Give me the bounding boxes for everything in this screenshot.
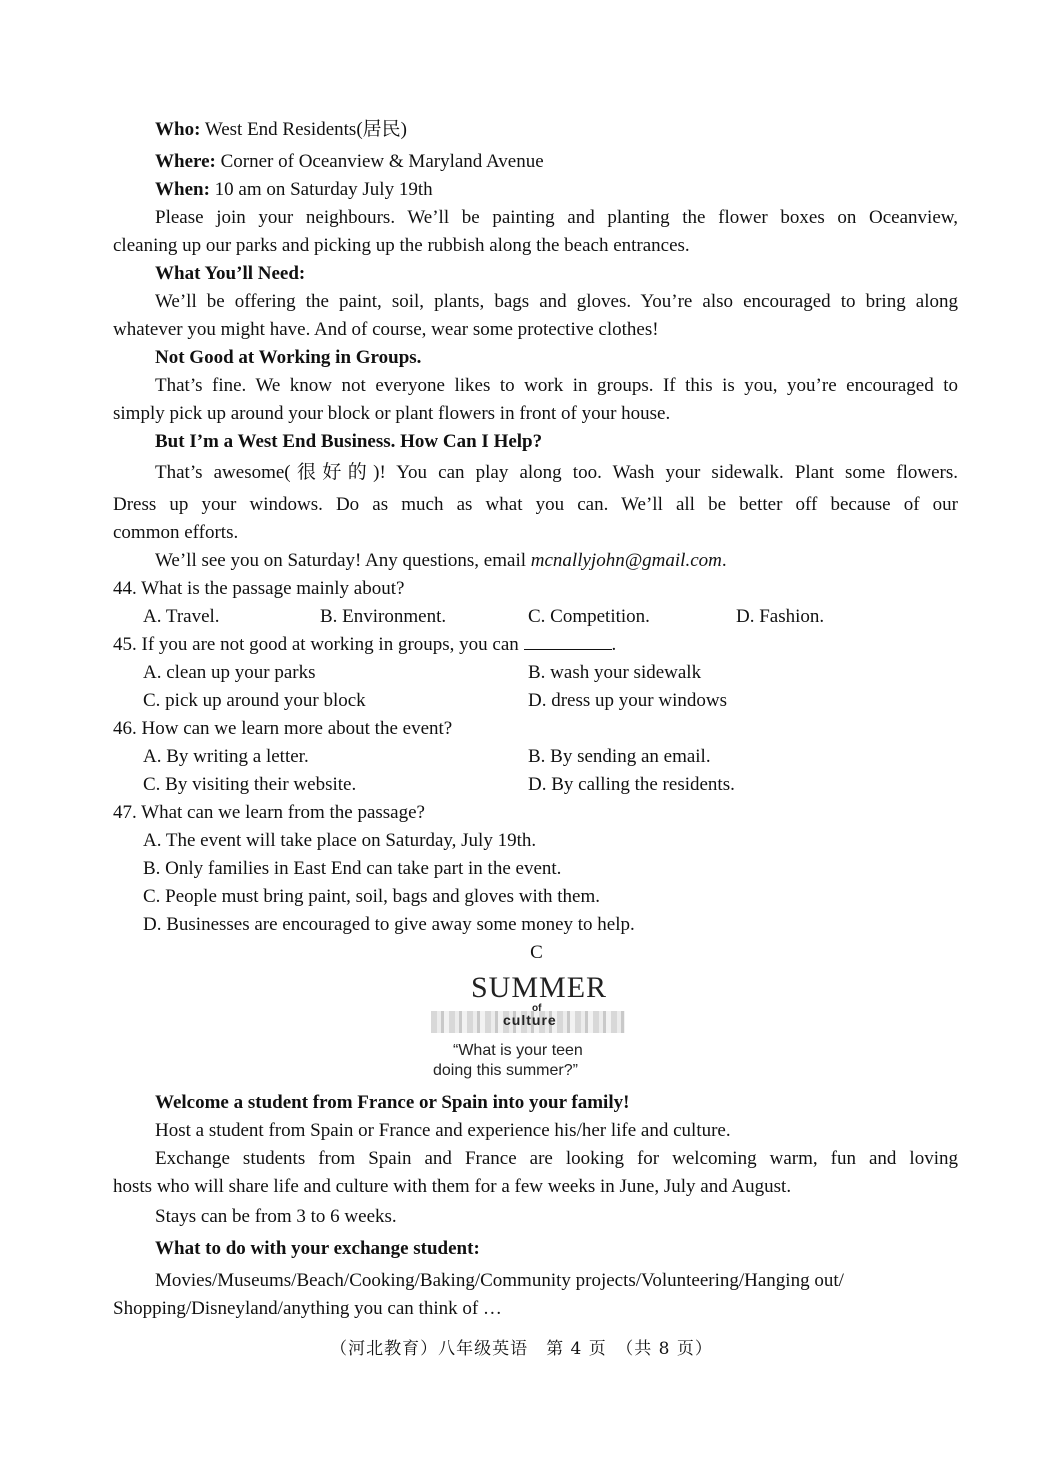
when-label: When: <box>155 179 210 200</box>
passage-c-paragraph-2-line-2: hosts who will share life and culture with them for a few weeks in June, July and August. <box>113 1176 792 1197</box>
groups-heading: Not Good at Working in Groups. <box>155 347 422 368</box>
when-value: 10 am on Saturday July 19th <box>209 179 433 200</box>
logo-title: SUMMER <box>471 971 608 1004</box>
logo-of: of <box>532 1003 542 1014</box>
paragraph-2-line-1: We’ll be offering the paint, soil, plants, bags and gloves. You’re also encouraged to bring along <box>155 291 958 312</box>
answer-blank <box>524 631 612 650</box>
who-line <box>113 116 958 144</box>
where-label: Where: <box>155 151 216 172</box>
business-heading: But I’m a West End Business. How Can I Help? <box>155 431 543 452</box>
question-47-option-a: A. The event will take place on Saturday, July 19th. <box>143 830 537 851</box>
logo-culture: culture <box>503 1012 557 1028</box>
question-46-options-row-2 <box>113 771 958 799</box>
summer-of-culture-logo <box>113 967 958 1087</box>
paragraph-4-line-1: That’s awesome(很好的)! You can play along too. Wash your sidewalk. Plant some flowers. <box>155 462 958 483</box>
question-46-option-b: B. By sending an email. <box>528 746 711 767</box>
passage-c-paragraph-2-line-1: Exchange students from Spain and France are looking for welcoming warm, fun and loving <box>155 1148 958 1169</box>
paragraph-1-line-1: Please join your neighbours. We’ll be painting and planting the flower boxes on Oceanview, <box>155 207 958 228</box>
question-46-option-c: C. By visiting their website. <box>143 774 357 795</box>
question-45-option-c: C. pick up around your block <box>143 690 366 711</box>
passage-c-paragraph-3: Stays can be from 3 to 6 weeks. <box>155 1206 397 1227</box>
where-line <box>113 148 958 176</box>
question-47-option-d: D. Businesses are encouraged to give away some money to help. <box>143 914 635 935</box>
where-value: Corner of Oceanview & Maryland Avenue <box>215 151 544 172</box>
logo-graphic <box>431 971 625 1083</box>
question-44-option-b: B. Environment. <box>320 606 447 627</box>
question-45-option-d: D. dress up your windows <box>528 690 727 711</box>
paragraph-1-line-2: cleaning up our parks and picking up the rubbish along the beach entrances. <box>113 235 690 256</box>
question-45-options-row-1 <box>113 659 958 687</box>
paragraph-4-line-2: Dress up your windows. Do as much as what you can. We’ll all be better off because of our <box>113 494 958 515</box>
passage-c-paragraph-4-line-2: Shopping/Disneyland/anything you can think of … <box>113 1298 502 1319</box>
contact-email: mcnallyjohn@gmail.com <box>530 550 722 571</box>
question-45-options-row-2 <box>113 687 958 715</box>
paragraph-4-line-3: common efforts. <box>113 522 239 543</box>
question-44-options <box>113 603 958 631</box>
question-46-options-row-1 <box>113 743 958 771</box>
passage-c-paragraph-1: Host a student from Spain or France and experience his/her life and culture. <box>155 1120 731 1141</box>
paragraph-3-line-1: That’s fine. We know not everyone likes to work in groups. If this is you, you’re encouraged to <box>155 375 958 396</box>
question-47-option-c: C. People must bring paint, soil, bags and gloves with them. <box>143 886 601 907</box>
todo-heading: What to do with your exchange student: <box>155 1238 480 1259</box>
passage-c-paragraph-4-line-1: Movies/Museums/Beach/Cooking/Baking/Community projects/Volunteering/Hanging out/ <box>155 1270 844 1291</box>
section-c-letter: C <box>530 942 543 963</box>
paragraph-2-line-2: whatever you might have. And of course, wear some protective clothes! <box>113 319 659 340</box>
paragraph-5: We’ll see you on Saturday! Any questions, email mcnallyjohn@gmail.com. <box>155 550 727 571</box>
who-value: West End Residents(居民) <box>200 119 407 140</box>
what-you-need-heading: What You’ll Need: <box>155 263 306 284</box>
page-footer: （河北教育）八年级英语 第 4 页 （共 8 页） <box>330 1339 713 1359</box>
question-44-stem: 44. What is the passage mainly about? <box>113 578 405 599</box>
who-label: Who: <box>155 119 201 140</box>
question-46-stem: 46. How can we learn more about the event? <box>113 718 453 739</box>
welcome-heading: Welcome a student from France or Spain into your family! <box>155 1092 630 1113</box>
paragraph-3-line-2: simply pick up around your block or plant flowers in front of your house. <box>113 403 671 424</box>
question-44-option-d: D. Fashion. <box>736 606 825 627</box>
question-45-option-a: A. clean up your parks <box>143 662 316 683</box>
question-44-option-c: C. Competition. <box>528 606 650 627</box>
logo-quote: “What is your teen doing this summer?” <box>433 1042 583 1079</box>
when-line <box>113 176 958 204</box>
exam-page <box>113 116 958 1323</box>
question-47-option-b: B. Only families in East End can take part in the event. <box>143 858 562 879</box>
question-46-option-a: A. By writing a letter. <box>143 746 309 767</box>
question-44-option-a: A. Travel. <box>143 606 220 627</box>
question-45-option-b: B. wash your sidewalk <box>528 662 702 683</box>
question-46-option-d: D. By calling the residents. <box>528 774 735 795</box>
question-47-stem: 47. What can we learn from the passage? <box>113 802 425 823</box>
question-45-stem: 45. If you are not good at working in groups, you can . <box>113 631 958 659</box>
